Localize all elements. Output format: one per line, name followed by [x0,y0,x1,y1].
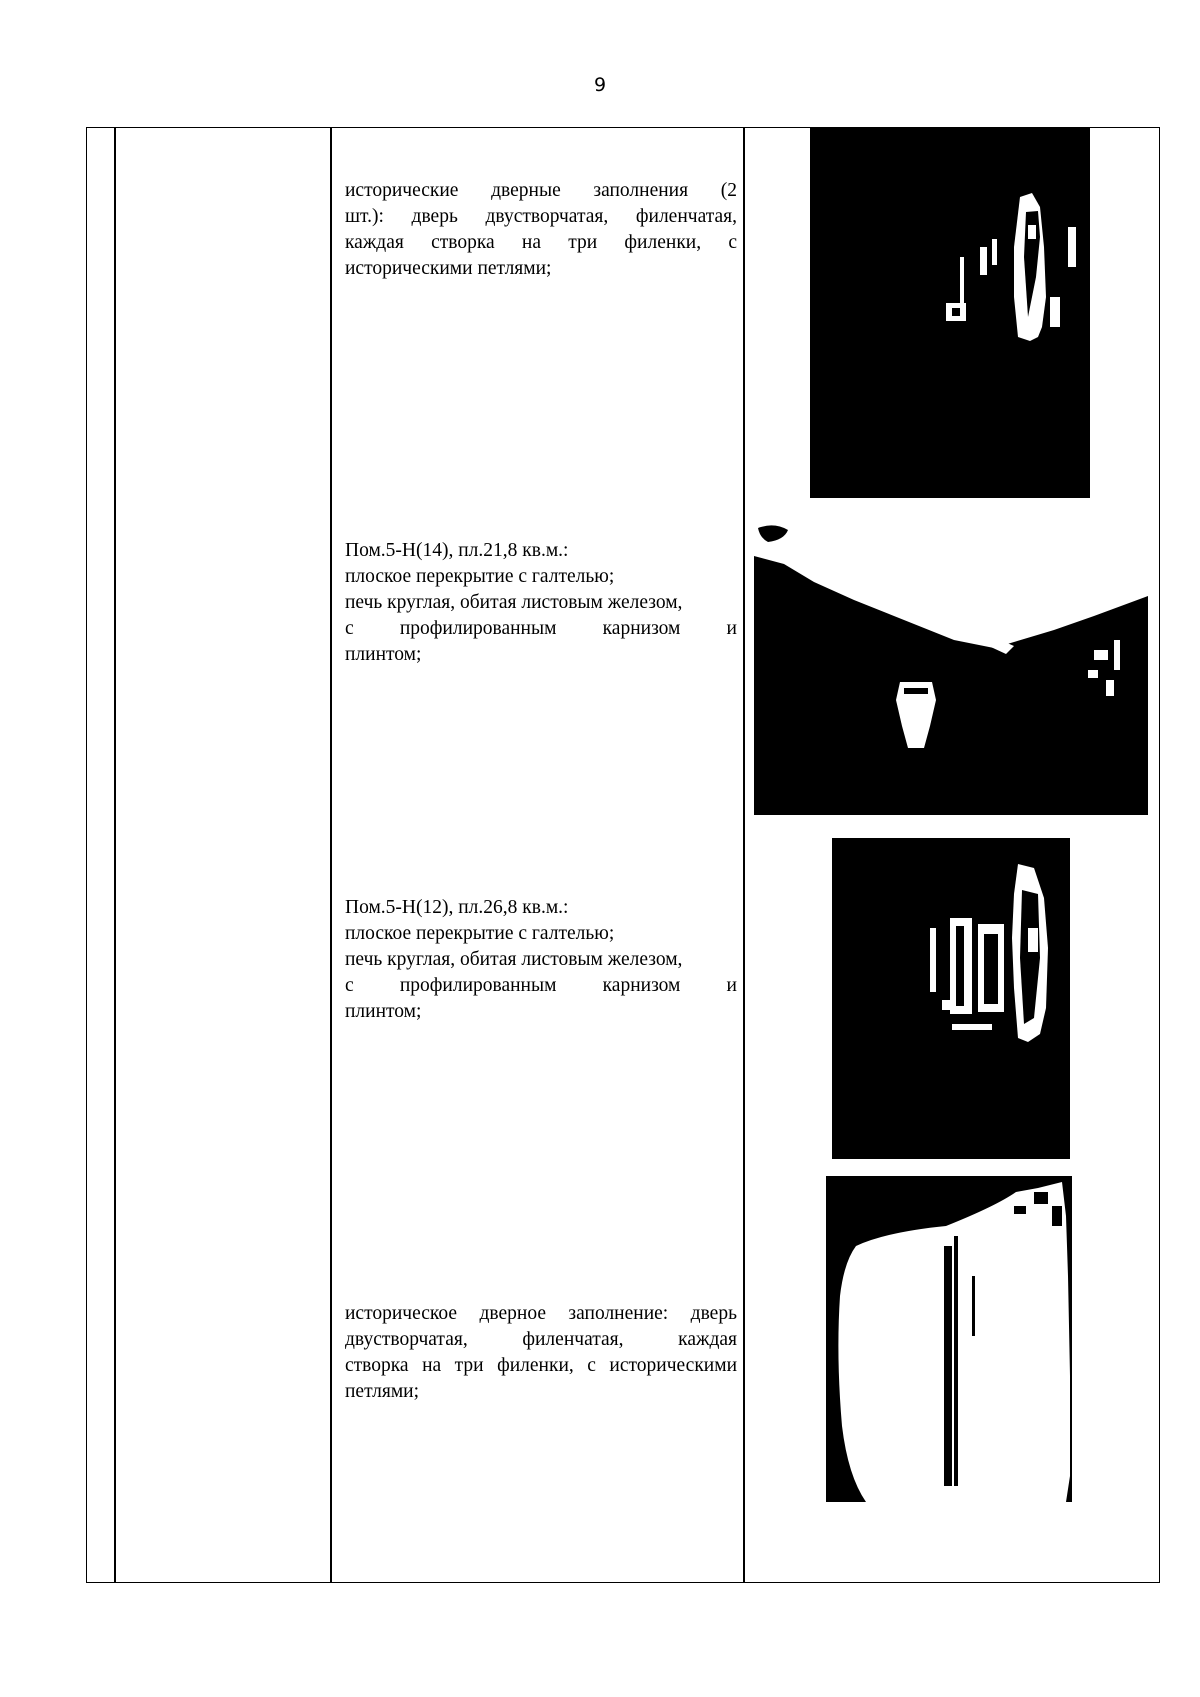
page-number: 9 [593,74,607,96]
description-line: историческими петлями; [345,258,552,279]
description-line: каждая створка на три филенки, с [345,232,737,253]
description-line: плоское перекрытие с галтелью; [345,566,615,587]
description-line: с профилированным карнизом и [345,618,737,639]
description-line: Пом.5-Н(14), пл.21,8 кв.м.: [345,540,569,561]
description-block-1 [345,178,737,282]
ceiling-photo [754,520,1148,815]
description-block-2 [345,538,737,668]
description-line: печь круглая, обитая листовым железом, [345,592,683,613]
description-line: Пом.5-Н(12), пл.26,8 кв.м.: [345,897,569,918]
description-line: печь круглая, обитая листовым железом, [345,949,683,970]
description-line: историческое дверное заполнение: дверь [345,1303,737,1324]
description-line: двустворчатая, филенчатая, каждая [345,1329,737,1350]
column-divider-3 [743,127,745,1583]
column-divider-2 [330,127,332,1583]
stove-photo [832,838,1070,1159]
description-line: плоское перекрытие с галтелью; [345,923,615,944]
description-line: исторические дверные заполнения (2 [345,180,737,201]
door-photo-1 [810,127,1090,498]
description-line: шт.): дверь двустворчатая, филенчатая, [345,206,737,227]
column-divider-1 [114,127,116,1583]
description-line: петлями; [345,1381,420,1402]
description-line: плинтом; [345,1001,422,1022]
description-block-3 [345,895,737,1025]
description-line: плинтом; [345,644,422,665]
description-block-4 [345,1301,737,1405]
description-line: с профилированным карнизом и [345,975,737,996]
description-line: створка на три филенки, с историческими [345,1355,737,1376]
door-photo-2 [826,1176,1072,1502]
